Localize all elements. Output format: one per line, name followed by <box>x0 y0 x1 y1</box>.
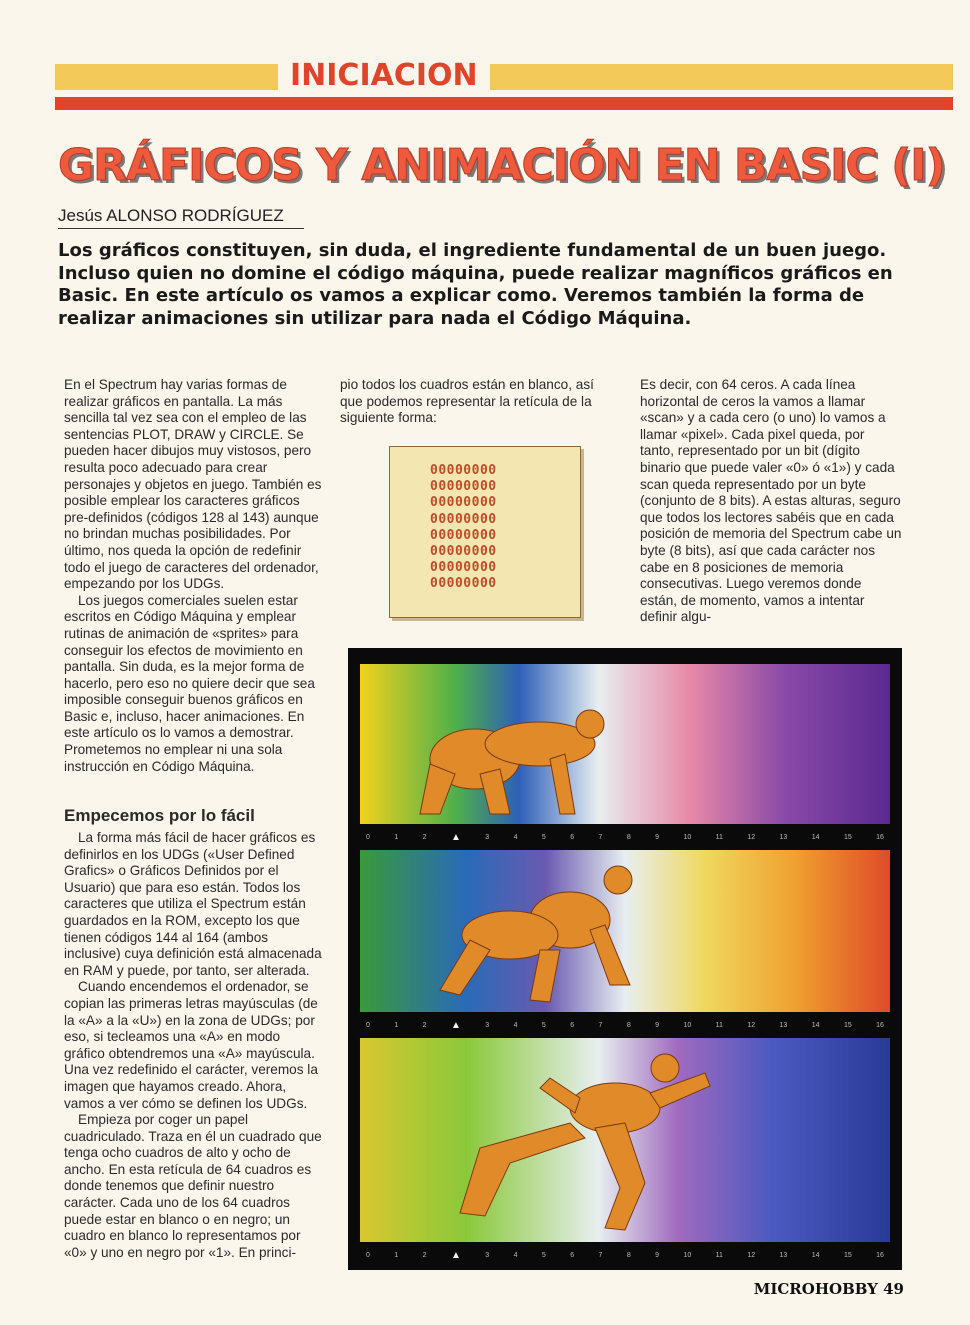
frame-1-ruler <box>360 826 890 848</box>
paragraph: En el Spectrum hay varias formas de realizar gráficos en pantalla. La más sencilla tal vez sea con el empleo de las sentencias PLOT, DRAW y CIRCLE. Se pueden hacer dibujos muy vistosos, pero resulta poco adecuado para crear personajes y objetos en juego. También es posible emplear los caracteres gráficos pre-definidos (códigos 128 al 143) aunque no brindan muchas posibilidades. Por último, nos queda la opción de redefinir todo el juego de caracteres del ordenador, empezando por los UDGs. <box>64 377 322 592</box>
author: Jesús ALONSO RODRÍGUEZ <box>58 206 284 225</box>
ruler-tick: 12 <box>747 833 756 841</box>
grid-row: 00000000 <box>430 511 497 527</box>
ruler-tick: 10 <box>683 833 692 841</box>
ruler-tick: 8 <box>626 833 631 841</box>
ruler-tick: 13 <box>779 1021 788 1029</box>
ruler-tick: 0 <box>366 1021 370 1029</box>
ruler-tick: 5 <box>541 1251 546 1259</box>
ruler-tick: 0 <box>366 1251 370 1259</box>
ruler-tick: 13 <box>779 833 788 841</box>
ruler-tick: 3 <box>485 1021 490 1029</box>
grid-row: 00000000 <box>430 479 497 495</box>
ruler-tick: 3 <box>485 1251 490 1259</box>
ruler-tick: 9 <box>655 833 660 841</box>
section-label: INICIACION <box>278 58 490 94</box>
ruler-tick: 14 <box>811 1021 820 1029</box>
paragraph: Cuando encendemos el ordenador, se copian las primeras letras mayúsculas (de la «A» a la «U») en la zona de UDGs; por eso, si tecleamos una «A» en modo gráfico obtendremos una «A» mayúscula. Una vez redefinido el carácter, veremos la imagen que hayamos creado. Ahora, vamos a ver cómo se definen los UDGs. <box>64 979 318 1111</box>
ruler-tick: 16 <box>876 1251 884 1259</box>
frame-1 <box>360 664 890 824</box>
ruler-tick: 12 <box>747 1251 756 1259</box>
binary-grid-box <box>389 446 581 618</box>
ruler-tick: 11 <box>715 1251 723 1259</box>
ruler-tick: 7 <box>598 833 603 841</box>
ruler-tick: 14 <box>811 833 820 841</box>
ruler-tick: 11 <box>715 1021 723 1029</box>
ruler-tick: 5 <box>541 1021 546 1029</box>
ruler-tick: 15 <box>843 833 852 841</box>
ruler-tick: 15 <box>843 1251 852 1259</box>
paragraph: Es decir, con 64 ceros. A cada línea horizontal de ceros la vamos a llamar «scan» y a cada cero (o uno) lo vamos a llamar «pixel». Cada pixel queda, por tanto, representado por un bit (dígito binario que puede valer «0» ó «1») y cada scan queda representado por un byte (conjunto de 8 bits). A estas alturas, seguro que todos los lectores sabéis que en cada posición de memoria del Spectrum cabe un byte (8 bits), así que cada carácter nos cabe en 8 posiciones de memoria consecutivas. Luego veremos donde están, de momento, vamos a intentar definir algu- <box>640 377 902 625</box>
frame-3 <box>360 1038 890 1242</box>
ruler-tick: 13 <box>779 1251 788 1259</box>
paragraph: La forma más fácil de hacer gráficos es definirlos en los UDGs («User Defined Grafics» o Gráficos Definidos por el Usuario) que para eso están. Todos los caracteres que utiliza el Spectrum están guardados en la ROM, excepto los que tienen códigos 144 al 164 (ambos inclusive) cuya definición está almacenada en RAM y puede, por tanto, ser alterada. <box>64 830 322 978</box>
ruler-tick: 6 <box>570 833 575 841</box>
frame-3-ruler <box>360 1244 890 1266</box>
grid-row: 00000000 <box>430 463 497 478</box>
grid-row: 00000000 <box>430 495 497 511</box>
ruler-tick: 4 <box>513 833 518 841</box>
author-underline <box>58 228 304 229</box>
paragraph: Empieza por coger un papel cuadriculado. Traza en él un cuadrado que tenga ocho cuadros de alto y ocho de ancho. En esta retícula de 64 cuadros es donde tenemos que definir nuestro carácter. Cada uno de los 64 cuadros puede estar en blanco o en negro; un cuadro en blanco lo representamos por «0» y uno en negro por «1». En princi- <box>64 1112 322 1260</box>
ruler-tick: 2 <box>422 1021 427 1029</box>
ruler-tick: 10 <box>683 1021 692 1029</box>
ruler-tick: 9 <box>655 1251 660 1259</box>
ruler-tick: 5 <box>541 833 546 841</box>
ruler-tick: 11 <box>715 833 723 841</box>
paragraph: Los juegos comerciales suelen estar escritos en Código Máquina y emplear rutinas de animación de «sprites» para conseguir los efectos de movimiento en pantalla. Sin duda, es la mejor forma de hacerlo, pero eso no quiere decir que sea imposible conseguir buenos gráficos en Basic e, incluso, hacer animaciones. En este artículo os lo vamos a demostrar. Prometemos no emplear ni una sola instrucción en Código Máquina. <box>64 592 315 774</box>
ruler-tick: 16 <box>876 1021 884 1029</box>
ruler-tick: 2 <box>422 1251 427 1259</box>
binary-grid <box>430 463 497 593</box>
frame-2-ruler <box>360 1014 890 1036</box>
ruler-tick: 0 <box>366 833 370 841</box>
ruler-tick: 6 <box>570 1021 575 1029</box>
page-number: 49 <box>883 1280 904 1298</box>
ruler-marker-icon: ▲ <box>450 831 461 843</box>
lead-paragraph: Los gráficos constituyen, sin duda, el ingrediente fundamental de un buen juego. Incluso quien no domine el código máquina, puede realizar magníficos gráficos en Basic. En este artículo os vamos a explicar como. Veremos también la forma de realizar animaciones sin utilizar para nada el Código Máquina. <box>58 240 893 329</box>
grid-row: 00000000 <box>430 560 497 576</box>
ruler-tick: 9 <box>655 1021 660 1029</box>
ruler-tick: 1 <box>394 833 399 841</box>
ruler-tick: 16 <box>876 833 884 841</box>
grid-row: 00000000 <box>430 576 497 592</box>
ruler-tick: 15 <box>843 1021 852 1029</box>
magazine-name: MICROHOBBY <box>753 1280 878 1298</box>
page-footer <box>754 1280 904 1298</box>
ruler-tick: 3 <box>485 833 490 841</box>
ruler-tick: 4 <box>513 1251 518 1259</box>
header-band-red <box>55 97 953 110</box>
ruler-tick: 14 <box>811 1251 820 1259</box>
frame-2 <box>360 850 890 1012</box>
ruler-tick: 7 <box>598 1021 603 1029</box>
column-1 <box>64 377 322 775</box>
column-3 <box>640 377 902 626</box>
ruler-tick: 1 <box>394 1251 399 1259</box>
column-1-continued <box>64 830 322 1261</box>
column-2 <box>340 377 598 427</box>
ruler-tick: 2 <box>422 833 427 841</box>
ruler-tick: 6 <box>570 1251 575 1259</box>
ruler-marker-icon: ▲ <box>450 1249 461 1261</box>
ruler-tick: 1 <box>394 1021 399 1029</box>
article-title: GRÁFICOS Y ANIMACIÓN EN BASIC (I) <box>58 140 945 191</box>
ruler-tick: 8 <box>626 1021 631 1029</box>
animation-illustration <box>348 648 902 1270</box>
header-band-yellow <box>55 64 953 90</box>
ruler-tick: 8 <box>626 1251 631 1259</box>
ruler-tick: 12 <box>747 1021 756 1029</box>
paragraph: pio todos los cuadros están en blanco, así que podemos representar la retícula de la siguiente forma: <box>340 377 594 426</box>
ruler-tick: 10 <box>683 1251 692 1259</box>
grid-row: 00000000 <box>430 544 497 560</box>
ruler-marker-icon: ▲ <box>450 1019 461 1031</box>
ruler-tick: 7 <box>598 1251 603 1259</box>
ruler-tick: 4 <box>513 1021 518 1029</box>
subheading: Empecemos por lo fácil <box>64 806 255 825</box>
grid-row: 00000000 <box>430 527 497 543</box>
